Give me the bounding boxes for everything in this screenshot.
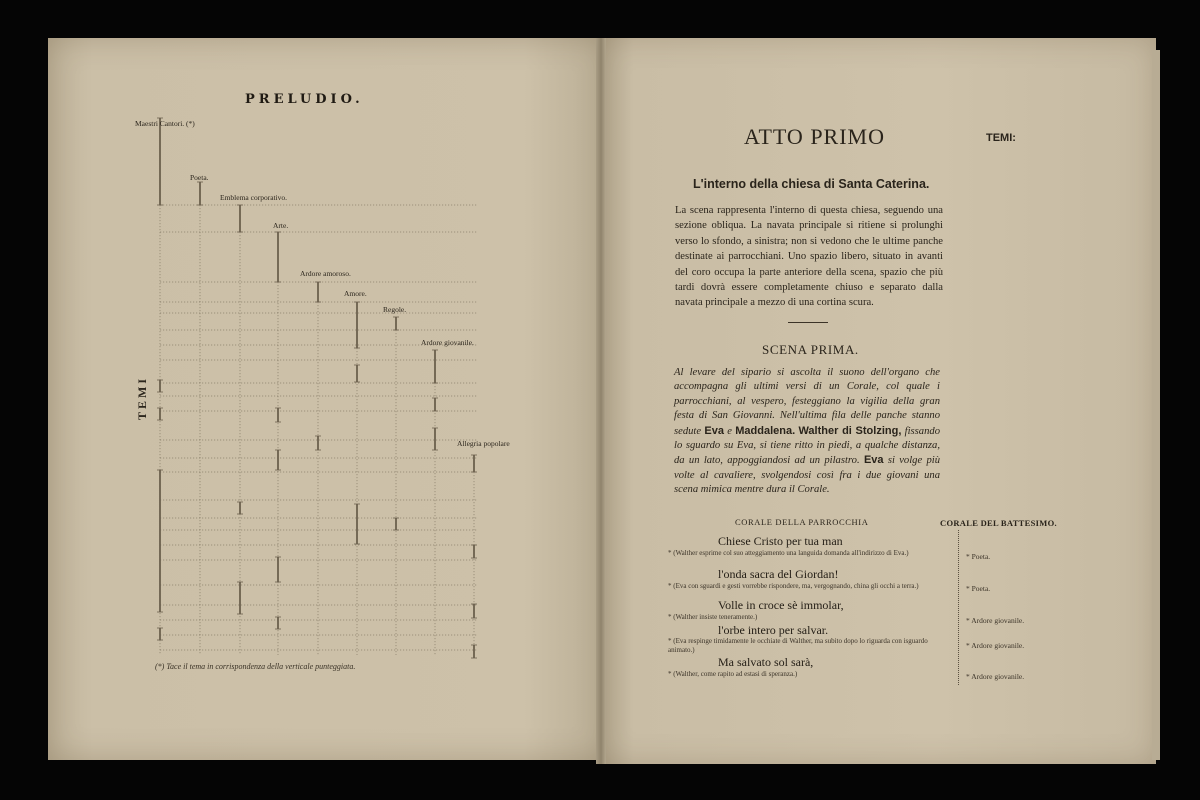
divider-rule bbox=[788, 322, 828, 323]
scene-description: La scena rappresenta l'interno di questa chiesa, seguendo una sezione obliqua. La navata principale si ritiene si prolunghi verso lo sfondo, a sinistra; non si vedono che le ultime panche destinate ai parrocchiani. Uno spazio libero, situato in avanti del coro occupa la parte anteriore della scena, spazio che più tardi dovrà essere completamente chiuso e separato dalla navata principale a mezzo di una cortina scura. bbox=[675, 205, 943, 309]
theme-label: Maestri Cantori. (*) bbox=[135, 119, 195, 128]
theme-label: Arte. bbox=[273, 221, 289, 230]
character-eva-2: Eva bbox=[863, 454, 884, 467]
stage-text-2: fissando lo sguardo su Eva, si tiene ritto in piedi, a qualche distanza, da un lato, appoggiandosi ad un pilastro. bbox=[674, 425, 940, 467]
verse-line: Volle in croce sè immolar, bbox=[718, 598, 844, 612]
verse-note: * (Walther esprime col suo atteggiamento una languida domanda all'indirizzo di Eva.) bbox=[668, 549, 909, 557]
character-eva: Eva bbox=[704, 424, 724, 437]
theme-label: Ardore amoroso. bbox=[300, 269, 351, 278]
corale-header: CORALE DELLA PARROCCHIA bbox=[735, 517, 869, 527]
theme-label: Allegria popolare bbox=[457, 439, 510, 448]
theme-cue: * Ardore giovanile. bbox=[966, 672, 1025, 681]
verse-line: l'orbe intero per salvar. bbox=[718, 623, 829, 637]
verse-line: Ma salvato sol sarà, bbox=[718, 655, 814, 669]
theme-label: Ardore giovanile. bbox=[421, 338, 474, 347]
theme-column-divider bbox=[958, 530, 959, 685]
verse-note: * (Eva respinge timidamente le occhiate di Walther, ma subito dopo lo riguarda con isguardo animato.) bbox=[668, 637, 928, 654]
temi-header: TEMI: bbox=[986, 132, 1016, 144]
library-watermark bbox=[560, 440, 566, 462]
theme-cue: * Ardore giovanile. bbox=[966, 616, 1025, 625]
temi-vertical-label: TEMI bbox=[135, 375, 149, 420]
theme-label: Regole. bbox=[383, 305, 407, 314]
scene-title: SCENA PRIMA. bbox=[762, 342, 859, 357]
character-walther: Walther di Stolzing, bbox=[798, 424, 902, 437]
verse-note: * (Walther insiste teneramente.) bbox=[668, 613, 758, 621]
stage-text-3: si volge più volte al cavaliere, svolgendosi così fra i due giovani una scena mimica mentre dura il Corale. bbox=[674, 455, 941, 496]
verse-note: * (Eva con sguardi e gesti vorrebbe rispondere, ma, vergognando, china gli occhi a terra.) bbox=[668, 582, 919, 590]
verse-note: * (Walther, come rapito ad estasi di speranza.) bbox=[668, 670, 798, 678]
setting-title: L'interno della chiesa di Santa Caterina. bbox=[693, 177, 930, 191]
stage-direction bbox=[674, 366, 940, 498]
battesimo-header: CORALE DEL BATTESIMO. bbox=[940, 518, 1057, 528]
verse-line: Chiese Cristo per tua man bbox=[718, 534, 843, 548]
verse-line: l'onda sacra del Giordan! bbox=[718, 567, 839, 581]
theme-label: Poeta. bbox=[190, 173, 209, 182]
character-maddalena: Maddalena. bbox=[735, 424, 796, 437]
theme-cue: * Poeta. bbox=[966, 584, 991, 593]
theme-cue: * Ardore giovanile. bbox=[966, 641, 1025, 650]
theme-label: Amore. bbox=[344, 289, 367, 298]
stage-and: e bbox=[727, 425, 732, 437]
theme-cue: * Poeta. bbox=[966, 552, 991, 561]
stage-text-1: Al levare del sipario si ascolta il suono dell'organo che accompagna gli ultimi versi di un Corale, col quale i parrocchiani, al vespero, festeggiano la vigilia della gran festa di San Giovanni. Nell'ultima fila delle panche stanno sedute bbox=[674, 367, 940, 437]
preludio-title: PRELUDIO. bbox=[245, 92, 364, 107]
act-title: ATTO PRIMO bbox=[744, 124, 886, 149]
theme-label: Emblema corporativo. bbox=[220, 193, 288, 202]
chart-footnote: (*) Tace il tema in corrispondenza della verticale punteggiata. bbox=[155, 662, 356, 671]
